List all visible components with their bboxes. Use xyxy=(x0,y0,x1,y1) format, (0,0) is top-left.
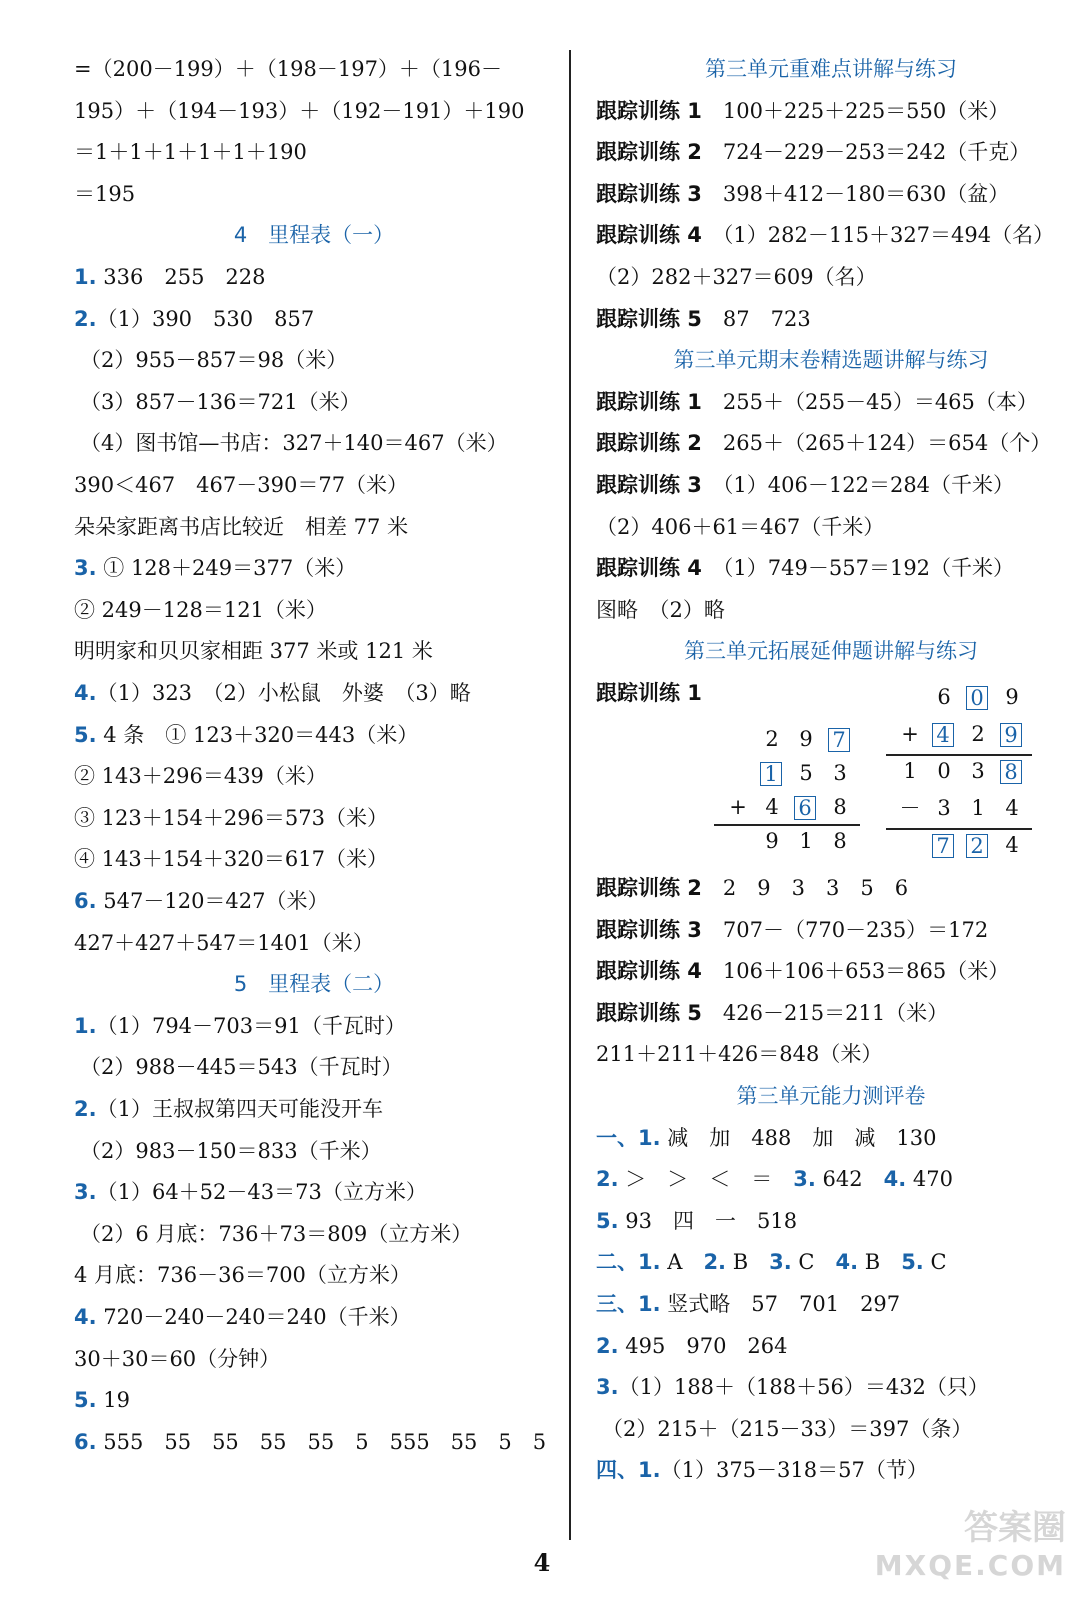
digit: 2 xyxy=(765,727,779,751)
answer-line xyxy=(596,97,1009,125)
answer-text: 明明家和贝贝家相距 377 米或 121 米 xyxy=(74,639,433,664)
answer-line xyxy=(74,1178,427,1206)
answer-line xyxy=(596,263,877,291)
answer-text: 470 xyxy=(906,1167,953,1192)
question-number: 3. xyxy=(596,1375,619,1400)
digit: 1 xyxy=(799,829,813,853)
answer-text: 555 55 55 55 55 5 555 55 5 5 xyxy=(96,1429,547,1454)
answer-text: （2）955－857＝98（米） xyxy=(80,348,348,373)
digit: － xyxy=(899,796,921,820)
question-number: 1. xyxy=(638,1292,661,1316)
question-number: 1. xyxy=(74,265,97,289)
question-number: 1. xyxy=(74,1013,97,1038)
answer-line xyxy=(74,263,266,291)
digit: 3 xyxy=(971,759,985,783)
question-number: 4. xyxy=(74,1305,97,1329)
answer-text: 724－229－253＝242（千克） xyxy=(701,140,1031,165)
answer-text: 87 723 xyxy=(701,306,811,331)
digit: 6 xyxy=(937,685,951,709)
answer-box: 8 xyxy=(1000,760,1022,784)
answer-line xyxy=(80,346,347,374)
section-heading: 第三单元期末卷精选题讲解与练习 xyxy=(673,348,989,373)
answer-line xyxy=(596,138,1030,166)
answer-line xyxy=(596,1248,947,1276)
exercise-label: 跟踪训练 2 xyxy=(596,140,702,165)
answer-text: C xyxy=(791,1250,836,1275)
digit: 4 xyxy=(1005,796,1019,820)
question-number: 2. xyxy=(74,1097,97,1121)
question-number: 4. xyxy=(883,1167,907,1192)
answer-text: ② 249－128＝121（米） xyxy=(74,597,327,622)
answer-line xyxy=(596,679,702,707)
answer-line xyxy=(74,762,327,790)
answer-text: （1）406－122＝284（千米） xyxy=(701,473,1015,497)
section-heading: 5 里程表（二） xyxy=(233,972,395,997)
answer-line xyxy=(74,97,525,125)
answer-line xyxy=(80,429,508,457)
digit: 3 xyxy=(937,796,951,820)
answer-box: 6 xyxy=(794,796,816,820)
question-number: 1. xyxy=(638,1250,661,1275)
answer-text: 竖式略 57 701 297 xyxy=(660,1292,901,1316)
answer-text: 642 xyxy=(815,1167,884,1192)
question-number: 2. xyxy=(596,1333,619,1358)
answer-line xyxy=(596,513,884,541)
answer-text: 93 四 一 518 xyxy=(618,1208,798,1233)
answer-line xyxy=(596,596,725,624)
answer-text: ② 143＋296＝439（米） xyxy=(74,764,327,789)
answer-text: （2）215＋（215－33）＝397（条） xyxy=(602,1416,973,1441)
answer-text: 211＋211＋426＝848（米） xyxy=(596,1042,883,1067)
digit: 4 xyxy=(1005,833,1019,857)
digit: 3 xyxy=(833,761,847,785)
question-number: 4. xyxy=(74,681,97,705)
answer-line xyxy=(596,305,811,333)
answer-line xyxy=(74,55,502,83)
answer-line xyxy=(596,1373,989,1401)
exercise-label: 跟踪训练 3 xyxy=(596,473,702,497)
question-number: 2. xyxy=(703,1250,727,1275)
digit: + xyxy=(901,722,919,746)
answer-text: 减 加 488 加 减 130 xyxy=(660,1125,937,1150)
answer-text: =（200－199）＋（198－197）＋（196－ xyxy=(74,57,503,81)
answer-text: （1）64＋52－43＝73（立方米） xyxy=(96,1180,427,1205)
question-number: 5. xyxy=(74,1388,97,1413)
answer-text: ④ 143＋154＋320＝617（米） xyxy=(74,847,389,872)
exercise-label: 跟踪训练 1 xyxy=(596,681,702,705)
exercise-label: 跟踪训练 2 xyxy=(596,431,702,456)
answer-line xyxy=(74,887,329,915)
answer-line xyxy=(80,1220,472,1248)
answer-line xyxy=(80,388,361,416)
answer-text: C xyxy=(923,1250,947,1275)
question-number: 5. xyxy=(74,722,97,747)
answer-box: 9 xyxy=(1000,723,1022,747)
exercise-label: 跟踪训练 1 xyxy=(596,389,702,414)
answer-line xyxy=(596,1290,900,1318)
answer-line xyxy=(596,1124,936,1152)
question-number: 6. xyxy=(74,1429,97,1454)
watermark-logo xyxy=(875,1500,1066,1582)
question-number: 二、 xyxy=(596,1250,638,1275)
answer-text: （1）375－318＝57（节） xyxy=(660,1458,928,1483)
question-number: 3. xyxy=(793,1167,816,1192)
answer-line xyxy=(596,999,948,1027)
answer-box: 7 xyxy=(828,728,850,752)
answer-line xyxy=(596,957,1009,985)
section-heading: 第三单元拓展延伸题讲解与练习 xyxy=(684,639,978,664)
answer-text: （1）390 530 857 xyxy=(96,306,315,331)
answer-text: （2）988－445＝543（千瓦时） xyxy=(80,1055,403,1080)
sum-rule xyxy=(714,824,860,826)
answer-text: 30＋30＝60（分钟） xyxy=(74,1346,281,1371)
answer-line xyxy=(74,554,356,582)
question-number: 一、 xyxy=(596,1125,638,1150)
answer-line xyxy=(74,1345,280,1373)
question-number: 6. xyxy=(74,889,97,913)
answer-line xyxy=(74,180,135,208)
answer-text: 195）＋（194－193）＋（192－191）＋190 xyxy=(74,98,525,123)
answer-text: （1）王叔叔第四天可能没开车 xyxy=(96,1097,383,1121)
exercise-label: 跟踪训练 4 xyxy=(596,959,702,984)
answer-text: 2 9 3 3 5 6 xyxy=(701,876,909,900)
answer-line xyxy=(74,1386,130,1414)
answer-text: 4 月底：736－36＝700（立方米） xyxy=(74,1263,411,1288)
answer-text: A xyxy=(660,1250,704,1275)
exercise-label: 跟踪训练 3 xyxy=(596,917,702,942)
answer-box: 1 xyxy=(760,762,782,786)
digit: 0 xyxy=(937,759,951,783)
answer-line xyxy=(602,1415,972,1443)
answer-line xyxy=(74,1303,411,1331)
answer-line xyxy=(596,388,1038,416)
question-number: 3. xyxy=(74,556,97,581)
answer-line xyxy=(596,180,1009,208)
answer-line xyxy=(74,596,327,624)
answer-line xyxy=(74,138,307,166)
exercise-label: 跟踪训练 5 xyxy=(596,306,702,331)
digit: 4 xyxy=(765,795,779,819)
answer-text: B xyxy=(858,1250,902,1275)
answer-line xyxy=(74,1261,411,1289)
answer-text: 255＋（255－45）＝465（本） xyxy=(701,389,1038,414)
answer-text: （2）406＋61＝467（千米） xyxy=(596,514,885,539)
digit: 9 xyxy=(799,727,813,751)
answer-text: （4）图书馆—书店：327＋140＝467（米） xyxy=(80,431,508,456)
page-number: 4 xyxy=(533,1548,551,1577)
answer-text: 547－120＝427（米） xyxy=(96,889,329,913)
answer-line xyxy=(74,471,408,499)
answer-line xyxy=(596,1456,928,1484)
answer-line xyxy=(74,721,418,749)
digit: 5 xyxy=(799,761,813,785)
question-number: 5. xyxy=(901,1250,924,1275)
question-number: 2. xyxy=(74,306,97,331)
answer-text: （3）857－136＝721（米） xyxy=(80,389,361,414)
column-divider xyxy=(569,50,571,1540)
answer-text: ① 128＋249＝377（米） xyxy=(96,556,357,581)
answer-line xyxy=(80,1053,403,1081)
answer-text: 707－（770－235）＝172 xyxy=(701,917,989,942)
exercise-label: 跟踪训练 5 xyxy=(596,1000,702,1025)
watermark-line1: 答案圈 xyxy=(964,1508,1066,1548)
digit: + xyxy=(729,795,747,819)
exercise-label: 跟踪训练 2 xyxy=(596,876,702,900)
answer-text: （1）282－115＋327＝494（名） xyxy=(701,223,1055,248)
answer-line xyxy=(74,513,408,541)
digit: 1 xyxy=(903,759,917,783)
answer-text: （2）282＋327＝609（名） xyxy=(596,265,877,289)
answer-line xyxy=(596,221,1054,249)
digit: 1 xyxy=(971,796,985,820)
answer-text: 朵朵家距离书店比较近 相差 77 米 xyxy=(74,514,409,539)
watermark-line2: MXQE.COM xyxy=(874,1549,1066,1582)
answer-text: 427＋427＋547＝1401（米） xyxy=(74,930,374,955)
answer-line xyxy=(596,471,1014,499)
answer-line xyxy=(74,637,433,665)
answer-text: 336 255 228 xyxy=(96,265,266,289)
sum-rule xyxy=(886,828,1032,830)
question-number: 5. xyxy=(596,1208,619,1233)
answer-text: ＞ ＞ ＜ ＝ xyxy=(618,1167,794,1192)
exercise-label: 跟踪训练 4 xyxy=(596,223,702,248)
answer-line xyxy=(596,429,1051,457)
answer-text: 398＋412－180＝630（盆） xyxy=(701,181,1010,206)
answer-text: B xyxy=(726,1250,770,1275)
sum-rule xyxy=(886,754,1032,756)
answer-line xyxy=(596,1332,788,1360)
answer-text: 4 条 ① 123＋320＝443（米） xyxy=(96,722,419,747)
answer-text: （1）794－703＝91（千瓦时） xyxy=(96,1013,406,1038)
answer-line xyxy=(74,1095,383,1123)
answer-box: 7 xyxy=(932,834,954,858)
question-number: 3. xyxy=(769,1250,792,1275)
answer-line xyxy=(74,1012,406,1040)
answer-text: 100＋225＋225＝550（米） xyxy=(701,98,1010,123)
answer-line xyxy=(596,1165,953,1193)
exercise-label: 跟踪训练 1 xyxy=(596,98,702,123)
answer-line xyxy=(596,1207,797,1235)
answer-text: 19 xyxy=(96,1388,130,1413)
section-heading: 第三单元重难点讲解与练习 xyxy=(705,57,957,81)
answer-text: 106＋106＋653＝865（米） xyxy=(701,959,1010,984)
digit: 9 xyxy=(765,829,779,853)
question-number: 三、 xyxy=(596,1292,638,1316)
answer-line xyxy=(74,804,388,832)
exercise-label: 跟踪训练 4 xyxy=(596,556,702,581)
section-heading: 第三单元能力测评卷 xyxy=(736,1084,926,1108)
answer-line xyxy=(596,1040,882,1068)
answer-line xyxy=(74,679,471,707)
answer-box: 2 xyxy=(966,834,988,858)
question-number: 3. xyxy=(74,1180,97,1205)
answer-line xyxy=(74,1428,546,1456)
answer-box: 4 xyxy=(932,723,954,747)
question-number: 1. xyxy=(638,1125,661,1150)
answer-text: 720－240－240＝240（千米） xyxy=(96,1305,411,1329)
answer-line xyxy=(596,916,988,944)
section-heading: 4 里程表（一） xyxy=(233,223,395,248)
answer-text: ＝1＋1＋1＋1＋1＋190 xyxy=(74,140,307,165)
digit: 8 xyxy=(833,829,847,853)
answer-line xyxy=(80,1137,382,1165)
exercise-label: 跟踪训练 3 xyxy=(596,181,702,206)
answer-line xyxy=(596,554,1014,582)
answer-text: 390＜467 467－390＝77（米） xyxy=(74,473,409,497)
answer-line xyxy=(74,929,374,957)
question-number: 四、 xyxy=(596,1458,638,1483)
answer-text: （1）323 （2）小松鼠 外婆 （3）略 xyxy=(96,681,471,705)
answer-text: ③ 123＋154＋296＝573（米） xyxy=(74,805,389,830)
question-number: 2. xyxy=(596,1167,619,1192)
answer-text: （2）983－150＝833（千米） xyxy=(80,1138,382,1163)
question-number: 4. xyxy=(835,1250,859,1275)
digit: 9 xyxy=(1005,685,1019,709)
answer-text: 265＋（265＋124）＝654（个） xyxy=(701,431,1052,456)
answer-text: （1）188＋（188＋56）＝432（只） xyxy=(618,1375,989,1400)
digit: 8 xyxy=(833,795,847,819)
question-number: 1. xyxy=(638,1458,661,1483)
answer-text: （1）749－557＝192（千米） xyxy=(701,556,1015,581)
digit: 2 xyxy=(971,722,985,746)
answer-line xyxy=(74,305,314,333)
answer-text: ＝195 xyxy=(74,181,136,206)
answer-line xyxy=(596,874,908,902)
answer-text: （2）6 月底：736＋73＝809（立方米） xyxy=(80,1221,473,1246)
answer-box: 0 xyxy=(966,686,988,710)
answer-line xyxy=(74,845,388,873)
answer-text: 426－215＝211（米） xyxy=(701,1000,949,1025)
answer-text: 图略 （2）略 xyxy=(596,597,725,622)
answer-text: 495 970 264 xyxy=(618,1333,788,1358)
